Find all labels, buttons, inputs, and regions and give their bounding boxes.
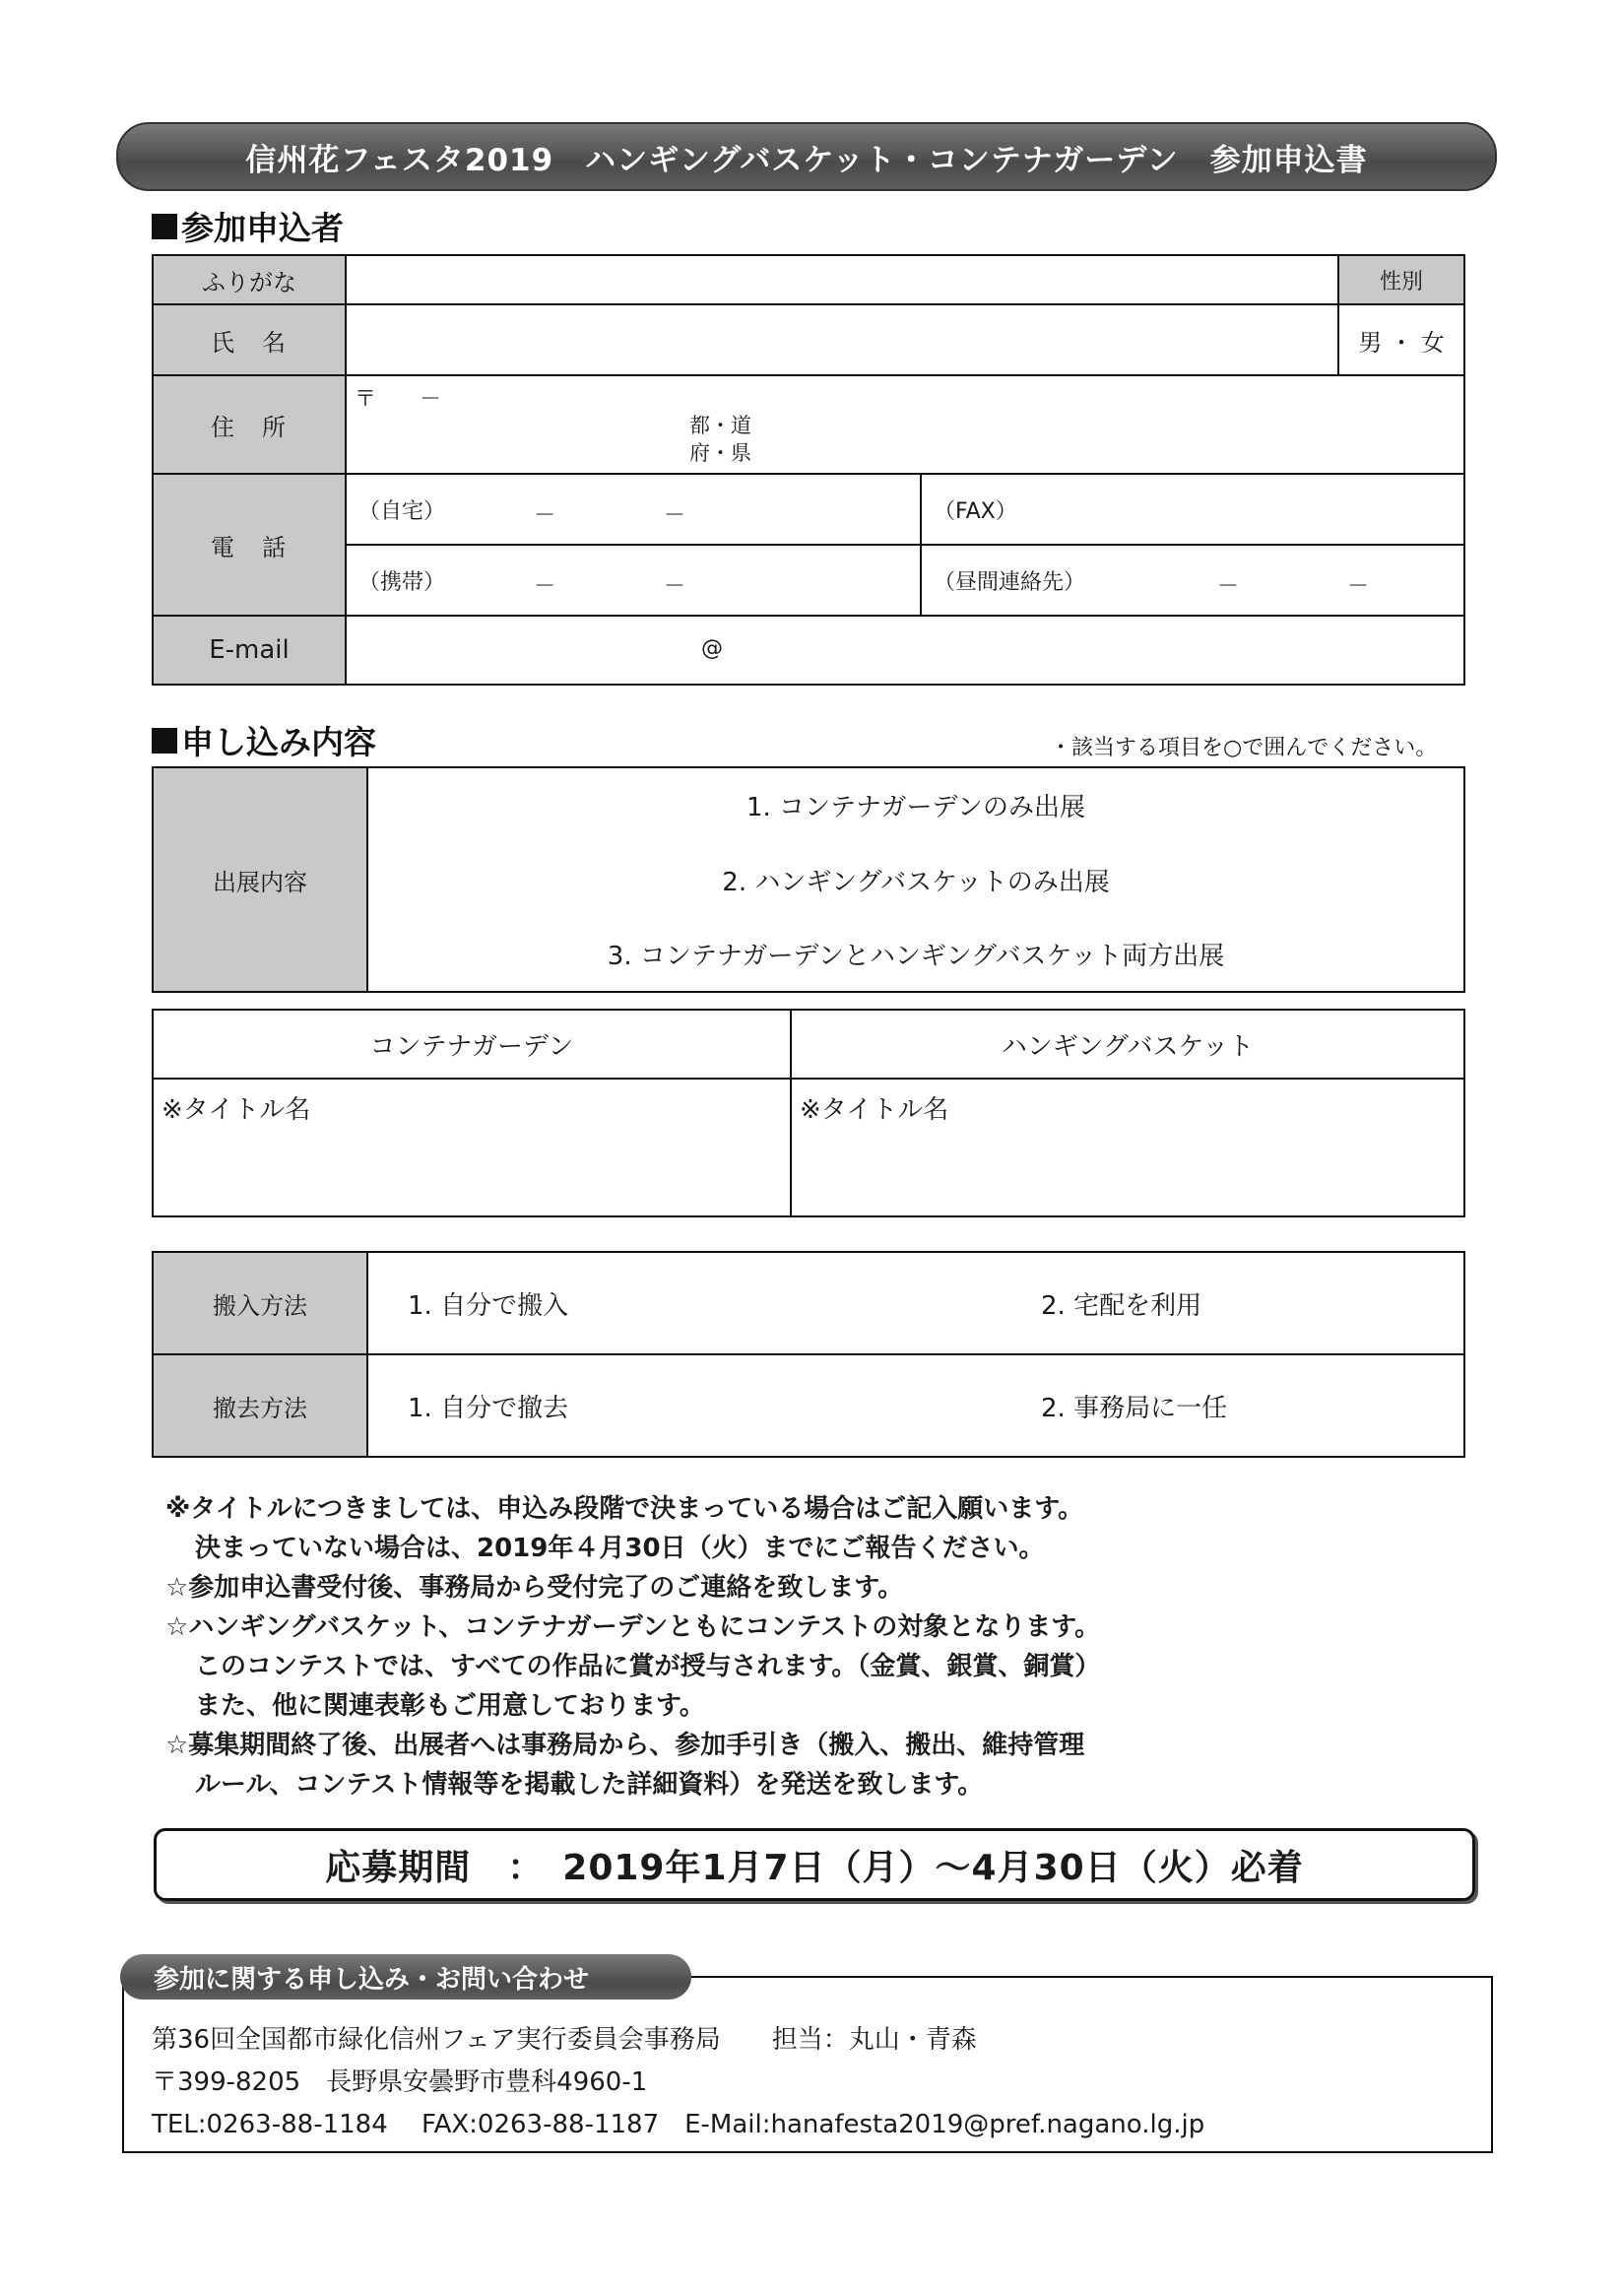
gender-options[interactable]: 男 ・ 女 [1338,304,1464,375]
application-heading-text: 申し込み内容 [181,723,376,761]
exhibit-option-3[interactable]: 3. コンテナガーデンとハンギングバスケット両方出展 [367,917,1464,992]
application-period: 応募期間 ： 2019年1月7日（月）～4月30日（火）必着 [154,1828,1475,1901]
form-title: 信州花フェスタ2019 ハンギングバスケット・コンテナガーデン 参加申込書 [116,122,1497,191]
home-phone-label: （自宅） [358,498,446,524]
prefecture-selector[interactable] [689,412,751,467]
hanging-title-field[interactable] [791,1079,1464,1216]
prefecture-line-2: 府・県 [689,441,751,465]
email-label: E-mail [153,616,346,685]
name-field[interactable] [346,304,1338,375]
delivery-method-label: 搬入方法 [153,1252,367,1354]
note-guide: ☆募集期間終了後、出展者へは事務局から、参加手引き（搬入、搬出、維持管理 [165,1731,1085,1760]
exhibit-content-label: 出展内容 [153,767,367,992]
prefecture-line-1: 都・道 [689,414,751,437]
applicant-heading [152,203,344,249]
delivery-option-1[interactable]: 1. 自分で搬入 [367,1252,791,1354]
contact-info [152,2019,1204,2146]
address-field[interactable] [346,375,1464,474]
note-related-awards: また、他に関連表彰もご用意しております。 [195,1691,705,1721]
email-field[interactable] [346,616,1464,685]
fax-field[interactable] [921,474,1464,545]
note-contest: ☆ハンギングバスケット、コンテナガーデンともにコンテストの対象となります。 [165,1612,1101,1642]
hanging-title-label: ※タイトル名 [800,1095,949,1125]
contact-phone-email: TEL:0263-88-1184 FAX:0263-88-1187 E-Mail:hanafesta2019@pref.nagano.lg.jp [152,2110,1205,2139]
daytime-phone-field[interactable] [921,545,1464,616]
removal-option-2[interactable]: 2. 事務局に一任 [791,1354,1464,1457]
email-at-sign: @ [701,636,723,661]
applicant-table [152,254,1465,686]
contact-tab: 参加に関する申し込み・お問い合わせ [120,1954,691,2000]
note-guide-cont: ルール、コンテスト情報等を掲載した詳細資料）を発送を致します。 [195,1770,984,1800]
container-garden-header: コンテナガーデン [153,1010,791,1079]
container-title-label: ※タイトル名 [162,1095,311,1125]
circle-instruction: ・該当する項目を○で囲んでください。 [1050,736,1438,760]
title-name-table [152,1009,1465,1217]
postal-mark: 〒 － [355,387,442,412]
removal-option-1[interactable]: 1. 自分で撤去 [367,1354,791,1457]
applicant-heading-text: 参加申込者 [181,209,344,247]
note-confirmation: ☆参加申込書受付後、事務局から受付完了のご連絡を致します。 [165,1573,904,1603]
application-table [152,766,1465,993]
mobile-phone-field[interactable] [346,545,921,616]
phone-label: 電 話 [153,474,346,616]
removal-method-label: 撤去方法 [153,1354,367,1457]
home-phone-dashes: － － [534,503,686,528]
delivery-option-2[interactable]: 2. 宅配を利用 [791,1252,1464,1354]
delivery-table [152,1251,1465,1458]
square-bullet-icon [152,214,177,239]
note-awards: このコンテストでは、すべての作品に賞が授与されます。（金賞、銀賞、銅賞） [195,1652,1101,1681]
address-label: 住 所 [153,375,346,474]
exhibit-option-1[interactable]: 1. コンテナガーデンのみ出展 [367,767,1464,842]
daytime-phone-label: （昼間連絡先） [934,569,1086,595]
contact-office: 第36回全国都市緑化信州フェア実行委員会事務局 担当：丸山・青森 [152,2025,977,2055]
application-heading [152,717,376,763]
gender-label: 性別 [1338,255,1464,304]
name-label: 氏 名 [153,304,346,375]
note-title-timing: ※タイトルにつきましては、申込み段階で決まっている場合はご記入願います。 [165,1494,1084,1524]
square-bullet-icon [152,728,177,754]
mobile-phone-dashes: － － [534,574,686,599]
container-title-field[interactable] [153,1079,791,1216]
note-report-deadline: 決まっていない場合は、2019年４月30日（火）までにご報告ください。 [195,1534,1045,1563]
fax-label: （FAX） [934,498,1017,524]
notes-list [165,1489,1524,1804]
home-phone-field[interactable] [346,474,921,545]
furigana-label: ふりがな [153,255,346,304]
contact-address: 〒399-8205 長野県安曇野市豊科4960-1 [152,2067,648,2097]
hanging-basket-header: ハンギングバスケット [791,1010,1464,1079]
furigana-field[interactable] [346,255,1338,304]
exhibit-option-2[interactable]: 2. ハンギングバスケットのみ出展 [367,842,1464,917]
daytime-phone-dashes: － － [1217,574,1370,599]
mobile-phone-label: （携帯） [358,569,446,595]
